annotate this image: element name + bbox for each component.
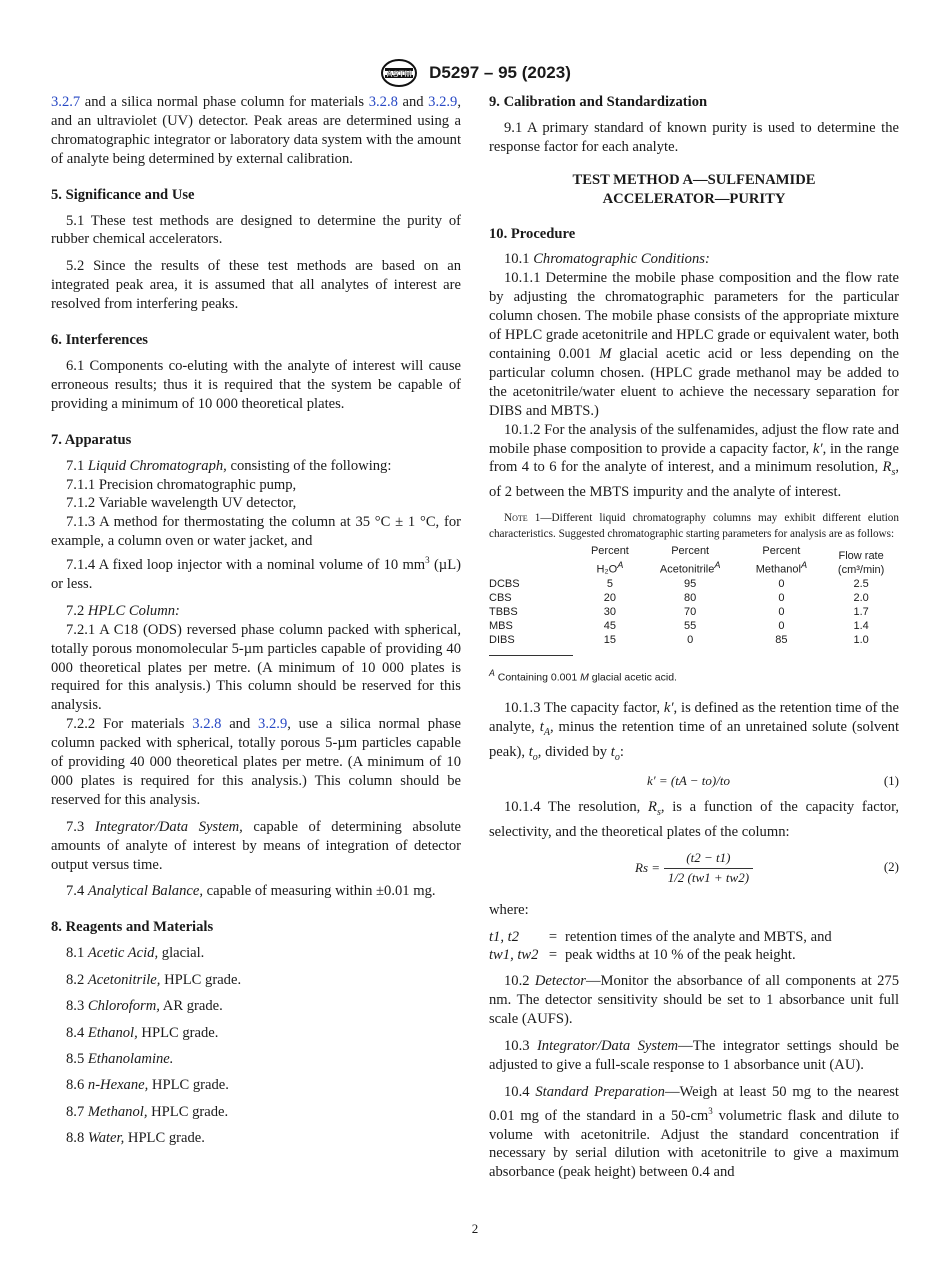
table-cell-flow: 1.4 <box>853 619 869 632</box>
reagent-item: 8.3 Chloroform, AR grade. <box>66 998 223 1015</box>
table-cell-water: 5 <box>606 577 613 590</box>
table-header-row <box>489 544 899 577</box>
paragraph-6-1: 6.1 Components co-eluting with the analyte of interest will cause erroneous results; thus it is required that the system be capable of providing a minimum of 10 000 theoretical plates. <box>51 357 461 412</box>
equation-2-fraction <box>664 849 753 888</box>
paragraph-10-1: 10.1 Chromatographic Conditions: <box>504 251 710 268</box>
col-header-flow-rate: Flow rate (cm³/min) <box>837 549 885 576</box>
col-header-methanol: Percent Methanol$^A$ <box>755 545 808 576</box>
table-cell-meoh: 0 <box>778 619 785 632</box>
paragraph-7-2-1: 7.2.1 A C18 (ODS) reversed phase column packed with spherical, totally porous monomolecular 5-µm particles capable of providing 40 000 theoretical plates per metre. (A minimum of 10 000 plates is required for this analysis.) This column should be reserved for this analysis. <box>51 621 461 714</box>
section-heading-8: 8. Reagents and Materials <box>51 919 214 936</box>
table-row <box>489 633 899 647</box>
equation-2 <box>489 845 899 891</box>
table-cell-acn: 70 <box>684 605 697 618</box>
section-heading-10: 10. Procedure <box>489 225 576 242</box>
reagent-item: 8.1 Acetic Acid, glacial. <box>66 945 205 962</box>
reagent-item: 8.6 n-Hexane, HPLC grade. <box>66 1077 229 1094</box>
equation-2-denominator: 1/2 (tw1 + tw2) <box>667 870 750 886</box>
table-cell-meoh: 0 <box>778 591 785 604</box>
section-heading-9: 9. Calibration and Standardization <box>489 94 708 110</box>
paragraph-5-1: 5.1 These test methods are designed to determine the purity of rubber chemical accelerators. <box>51 212 461 248</box>
equation-1-number: (1) <box>883 772 899 788</box>
equation-2-number: (2) <box>883 859 899 875</box>
section-heading-5: 5. Significance and Use <box>51 186 195 203</box>
table-cell-water: 20 <box>603 591 617 604</box>
test-method-title: TEST METHOD A—SULFENAMIDE ACCELERATOR—PURITY <box>572 171 816 207</box>
paragraph-7-1-2: 7.1.2 Variable wavelength UV detector, <box>66 495 297 512</box>
reagent-list <box>51 944 461 1148</box>
table-cell-meoh: 0 <box>778 577 785 590</box>
paragraph-7-2: 7.2 HPLC Column: <box>66 602 180 619</box>
table-cell-flow: 2.5 <box>853 577 869 590</box>
table-cell-acn: 80 <box>684 591 697 604</box>
where-label: where: <box>489 902 529 919</box>
elution-parameters-table <box>489 544 899 647</box>
paragraph-7-1-4: 7.1.4 A fixed loop injector with a nominal volume of 10 $mm^3$ (µL) or less. <box>51 555 461 592</box>
ref-link-3-2-7[interactable]: 3.2.7 <box>51 94 81 110</box>
reagent-item: 8.4 Ethanol, HPLC grade. <box>66 1024 219 1041</box>
table-cell-water: 30 <box>603 605 617 618</box>
table-cell-name: DCBS <box>489 577 520 590</box>
note-1: Note 1—Different liquid chromatography columns may exhibit different elution characteristics. Suggested chromatographic starting parameters for analysis are as follows: <box>489 512 899 540</box>
paragraph-10-1-3: 10.1.3 The capacity factor, k′, is defined as the retention time of the analyte, $t_A$, minus the retention time of an unretained solute (solvent peak), $t_o$, divided by $t_o$: <box>489 700 900 763</box>
table-row <box>489 619 899 633</box>
definition-row: t1, t2 = retention times of the analyte and MBTS, and <box>489 929 832 946</box>
table-cell-meoh: 85 <box>775 633 788 646</box>
reagent-item: 8.8 Water, HPLC grade. <box>66 1130 205 1147</box>
paragraph-7-1-3: 7.1.3 A method for thermostating the column at 35 °C ± 1 °C, for example, a column oven or water jacket, and <box>51 514 461 550</box>
document-id: D5297 – 95 (2023) <box>429 63 571 82</box>
paragraph-7-3: 7.3 Integrator/Data System, capable of determining absolute amounts of analyte of interest by means of integration of detector output versus time. <box>51 818 462 873</box>
table-cell-water: 45 <box>603 619 617 632</box>
ref-link-3-2-8[interactable]: 3.2.8 <box>368 94 398 110</box>
astm-logo-icon <box>379 58 419 88</box>
table-cell-acn: 95 <box>684 577 697 590</box>
paragraph-7-4: 7.4 Analytical Balance, capable of measuring within ±0.01 mg. <box>66 883 436 900</box>
right-column <box>489 93 899 1182</box>
ref-link-3-2-8[interactable]: 3.2.8 <box>192 716 222 733</box>
equation-2-numerator: (t2 − t1) <box>664 849 753 869</box>
paragraph-7-1-1: 7.1.1 Precision chromatographic pump, <box>66 476 297 493</box>
table-cell-name: MBS <box>489 619 513 632</box>
svg-text:ASTM: ASTM <box>386 69 412 79</box>
reagent-item: 8.2 Acetonitrile, HPLC grade. <box>66 971 242 988</box>
paragraph-10-1-4: 10.1.4 The resolution, $R_s$, is a function of the capacity factor, selectivity, and the theoretical plates of the column: <box>489 798 899 840</box>
table-row <box>489 591 899 605</box>
page-number: 2 <box>471 1221 479 1236</box>
reagent-item: 8.5 Ethanolamine. <box>66 1050 174 1067</box>
paragraph-10-1-2: 10.1.2 For the analysis of the sulfenamides, adjust the flow rate and mobile phase composition to provide a capacity factor, k′, in the range from 4 to 6 for the analyte of interest, and a minimum resolution, $R_s$, of 2 between the MBTS impurity and the analyte of interest. <box>489 421 899 501</box>
paragraph-10-1-1: 10.1.1 Determine the mobile phase composition and the flow rate by adjusting the chromatographic parameters for the particular column chosen. The mobile phase consists of the appropriate mixture of HPLC grade acetonitrile and HPLC grade or equivalent water, both containing 0.001 M glacial acetic acid or less depending on the particular column chosen. (HPLC grade methanol may be added to the acetonitrile/water eluent to achieve the necessary separation for DIBS and MBTS.) <box>489 270 899 419</box>
table-cell-name: DIBS <box>489 633 515 646</box>
paragraph-7-2-2: 7.2.2 For materials 3.2.8 and 3.2.9, use a silica normal phase column packed with spherical, totally porous 5-µm particles capable of providing 40 000 theoretical plates per metre. (A minimum of 10 000 plates is required for this analysis.) This column should be reserved for this analysis. <box>51 716 461 808</box>
paragraph-5-2: 5.2 Since the results of these test methods are based on an integrated peak area, it is assumed that all analytes of interest are resolved from interfering peaks. <box>51 258 461 313</box>
table-cell-acn: 55 <box>684 619 697 632</box>
table-cell-flow: 2.0 <box>853 591 869 604</box>
table-cell-flow: 1.7 <box>853 605 869 618</box>
paragraph-10-2: 10.2 Detector—Monitor the absorbance of all components at 275 nm. The detector sensitivity should be set to 1 absorbance unit full scale (AUFS). <box>489 973 899 1028</box>
col-header-acetonitrile: Percent Acetonitrile$^A$ <box>659 545 721 576</box>
col-header-water: Percent $H_2O^A$ <box>590 545 629 576</box>
ref-link-3-2-9[interactable]: 3.2.9 <box>258 716 288 733</box>
paragraph-7-1: 7.1 Liquid Chromatograph, consisting of the following: <box>66 457 392 474</box>
table-cell-acn: 0 <box>687 633 694 646</box>
table-cell-flow: 1.0 <box>853 633 869 646</box>
ref-link-3-2-9[interactable]: 3.2.9 <box>428 94 458 110</box>
table-footnote: $^A$ Containing 0.001 M glacial acetic acid. <box>489 667 677 684</box>
paragraph-10-3: 10.3 Integrator/Data System—The integrator settings should be adjusted to give a full-scale response to 1 absorbance unit (AU). <box>489 1038 899 1073</box>
section-heading-6: 6. Interferences <box>51 332 148 349</box>
table-cell-name: CBS <box>489 591 512 604</box>
table-cell-water: 15 <box>603 633 617 646</box>
table-cell-meoh: 0 <box>778 605 785 618</box>
left-column <box>51 93 461 1148</box>
symbol-definitions <box>489 928 899 964</box>
definition-row: tw1, tw2 = peak widths at 10 % of the peak height. <box>489 947 796 964</box>
page-header <box>0 58 950 88</box>
equation-2-lhs: Rs = <box>635 860 661 876</box>
equation-1-formula: k′ = (tA − to)/to <box>647 772 730 788</box>
reagent-item: 8.7 Methanol, HPLC grade. <box>66 1103 229 1120</box>
table-row <box>489 605 899 619</box>
paragraph-9-1: 9.1 A primary standard of known purity is used to determine the response factor for each analyte. <box>489 119 899 155</box>
continuation-paragraph: 3.2.7 and a silica normal phase column for materials 3.2.8 and 3.2.9, and an ultraviolet (UV) detector. Peak areas are determined using a chromatographic integrator or laboratory data system with the amount of analyte being determined by external calibration. <box>51 94 461 167</box>
table-row <box>489 577 899 591</box>
table-cell-name: TBBS <box>489 605 518 618</box>
section-heading-7: 7. Apparatus <box>51 431 132 448</box>
footnote-divider <box>489 655 573 656</box>
equation-1 <box>489 770 899 792</box>
paragraph-10-4: 10.4 Standard Preparation—Weigh at least 50 mg to the nearest 0.01 mg of the standard in a $50-cm^3$ volumetric flask and dilute to volume with acetonitrile. Adjust the standard concentration if necessary by serial dilution with acetonitrile to give a maximum absorbance (peak height) between 0.4 and <box>489 1083 899 1181</box>
